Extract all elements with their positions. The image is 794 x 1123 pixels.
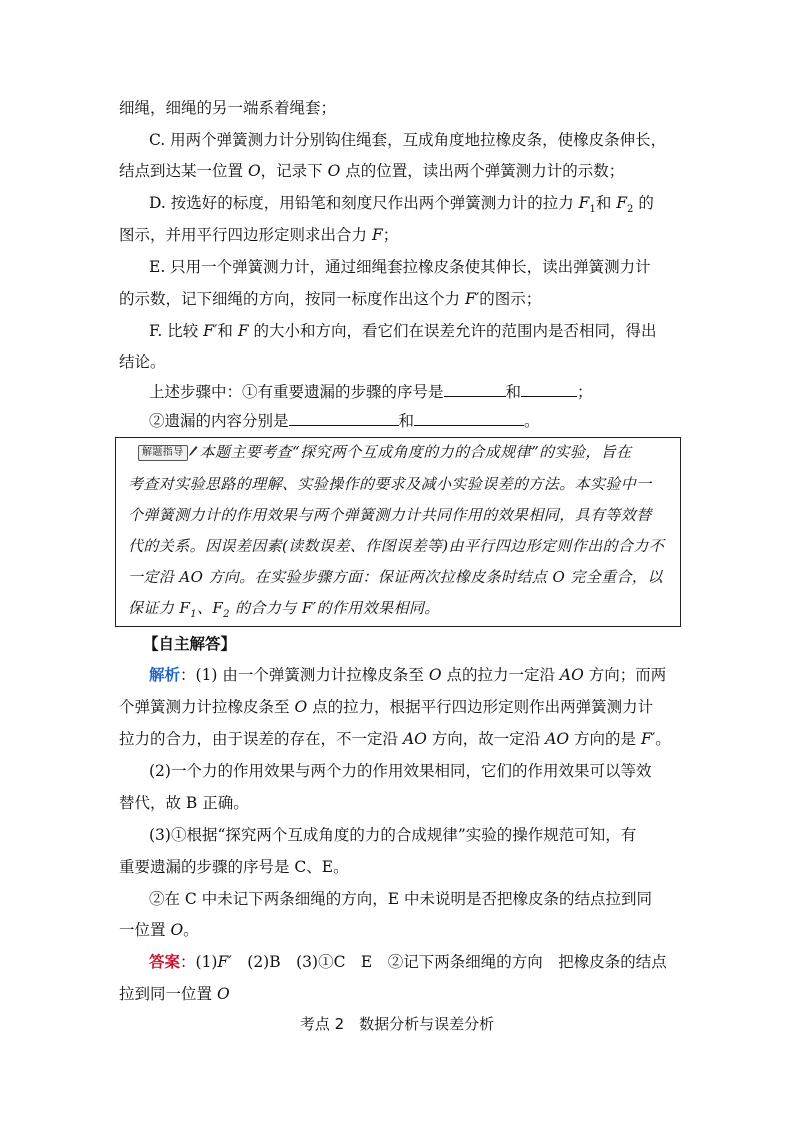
analysis-line-3 [119,729,671,749]
box-line-6 [128,598,440,618]
text: 的大小和方向，看它们在误差允许的范围内是否相同，得出 [248,322,657,340]
text: 和 [505,383,522,401]
text: 拉力的合力，由于误差的存在，不一定沿 [119,730,403,748]
text: 的 [633,194,654,212]
text: 图示，并用平行四边形定则求出合力 [119,226,372,244]
text: 上述步骤中：①有重要遗漏的步骤的序号是 [149,383,444,401]
box-line-4 [128,536,664,556]
final-answer-line-1 [149,952,667,972]
analysis-label: 解析 [149,665,181,684]
text: 方向；而两 [583,666,667,684]
symbol-o: O [428,666,442,684]
text: 一位置 [119,921,171,939]
answer-blank[interactable] [289,410,399,426]
text: ②在 C 中未记下两条细绳的方向，E 中未说明是否把橡皮条的结点拉到同 [149,890,652,908]
text: 。 [524,412,540,430]
text: 结论。 [119,353,166,371]
step-f-line-1 [149,321,657,341]
text: ：(1) [180,953,218,971]
answer-label: 答案 [149,952,181,971]
symbol-ao: AO [559,666,584,684]
symbol-f-prime: F′ [301,599,317,617]
text: D. 按选好的标度，用铅笔和刻度尺作出两个弹簧测力计的拉力 [149,194,579,212]
text: 和 [217,322,238,340]
text: 替代，故 B 正确。 [119,794,249,812]
text: 一定沿 [128,568,180,586]
text: 【自主解答】 [143,634,237,653]
text: 的合力与 [229,599,302,617]
analysis-line-8 [149,889,652,909]
final-answer-line-2 [119,984,230,1004]
text: 个弹簧测力计拉橡皮条至 [119,698,295,716]
text: 的作用效果相同。 [316,599,440,617]
question-line-1 [149,381,593,402]
subscript: 2 [627,204,634,216]
guidance-tag: 解题指导 [138,445,188,461]
text: 、 [196,599,213,617]
text: 方向，故一定沿 [426,730,546,748]
symbol-f: F [371,226,383,244]
symbol-o: O [170,921,184,939]
step-d-line-1 [149,193,654,216]
text: 方向的是 [569,730,641,748]
answer-blank[interactable] [444,381,506,397]
symbol-f: F [212,599,224,617]
text: 保证力 [128,599,180,617]
step-d-line-2 [119,225,398,245]
answer-blank[interactable] [521,381,577,397]
symbol-f: F [616,194,628,212]
symbol-f: F [237,322,249,340]
analysis-line-1 [149,665,666,685]
symbol-o: O [327,162,341,180]
self-answer-heading [143,634,236,654]
section-title: 考点 2 数据分析与误差分析 [299,1015,495,1033]
text: 。 [183,921,199,939]
text: ：(1) 由一个弹簧测力计拉橡皮条至 [180,666,429,684]
subscript: 2 [223,609,230,620]
step-c-line-1 [149,130,666,150]
analysis-line-4 [149,761,651,781]
question-line-2 [149,410,540,431]
text: 完全重合，以 [565,568,663,586]
analysis-line-7 [119,857,349,877]
step-e-line-1 [149,257,651,277]
symbol-f-prime: F′ [464,290,480,308]
text: C. 用两个弹簧测力计分别钩住绳套，互成角度地拉橡皮条，使橡皮条伸长， [149,131,667,149]
text: (2)一个力的作用效果与两个力的作用效果相同，它们的作用效果可以等效 [149,762,652,780]
text: (2)B (3)①C E ②记下两条细绳的方向 把橡皮条的结点 [231,953,667,971]
symbol-ao: AO [402,730,427,748]
symbol-o: O [552,568,566,586]
symbol-f-prime: F′ [217,953,232,971]
text: 点的拉力一定沿 [441,666,560,684]
subscript: 1 [589,204,596,216]
text: ； [382,226,399,244]
analysis-line-6 [149,825,636,845]
text: 的示数，记下细绳的方向，按同一标度作出这个力 [119,290,465,308]
text-line-1 [119,98,336,118]
symbol-f-prime: F′ [640,730,656,748]
box-line-1 [138,442,632,462]
symbol-o: O [247,162,261,180]
text: 。 [655,730,671,748]
symbol-ao: AO [545,730,570,748]
pen-icon [188,445,198,457]
text: 细绳，细绳的另一端系着绳套； [119,99,337,117]
text: 个弹簧测力计的作用效果与两个弹簧测力计共同作用的效果相同，具有等效替 [128,506,652,524]
symbol-ao: AO [179,568,204,586]
text: ②遗漏的内容分别是 [149,412,289,430]
text: E. 只用一个弹簧测力计，通过细绳套拉橡皮条使其伸长，读出弹簧测力计 [149,258,651,276]
text: 结点到达某一位置 [119,162,248,180]
symbol-f: F [179,599,191,617]
text: 重要遗漏的步骤的序号是 C、E。 [119,858,349,876]
symbol-f-prime: F′ [203,322,218,340]
guidance-box [115,437,681,627]
text: ； [577,383,593,401]
box-line-2 [128,474,652,494]
text: 点的位置，读出两个弹簧测力计的示数； [340,162,625,180]
analysis-line-2 [119,697,653,717]
step-c-line-2 [119,161,624,181]
answer-blank[interactable] [414,410,524,426]
text: 的图示； [479,290,542,308]
text: 考查对实验思路的理解、实验操作的要求及减小实验误差的方法。本实验中一 [128,475,652,493]
text: 和 [398,412,415,430]
box-line-3 [128,505,652,525]
analysis-line-5 [119,793,249,813]
step-f-line-2 [119,352,166,372]
text: (3)①根据“探究两个互成角度的力的合成规律”实验的操作规范可知，有 [149,826,637,844]
text: 拉到同一位置 [119,985,217,1003]
text: ，记录下 [260,162,328,180]
text: 点的拉力，根据平行四边形定则作出两弹簧测力计 [307,698,654,716]
analysis-line-9 [119,920,199,940]
step-e-line-2 [119,289,541,309]
symbol-o: O [294,698,308,716]
text: 本题主要考查“探究两个互成角度的力的合成规律”的实验，旨在 [199,443,632,461]
text: 方向。在实验步骤方面：保证两次拉橡皮条时结点 [203,568,553,586]
box-line-5 [128,567,663,587]
symbol-o: O [216,985,230,1003]
symbol-f: F [578,194,590,212]
text: 和 [595,194,617,212]
subscript: 1 [190,609,197,620]
text: F. 比较 [149,322,204,340]
text: 代的关系。因误差因素(读数误差、作图误差等)由平行四边形定则作出的合力不 [128,537,665,555]
